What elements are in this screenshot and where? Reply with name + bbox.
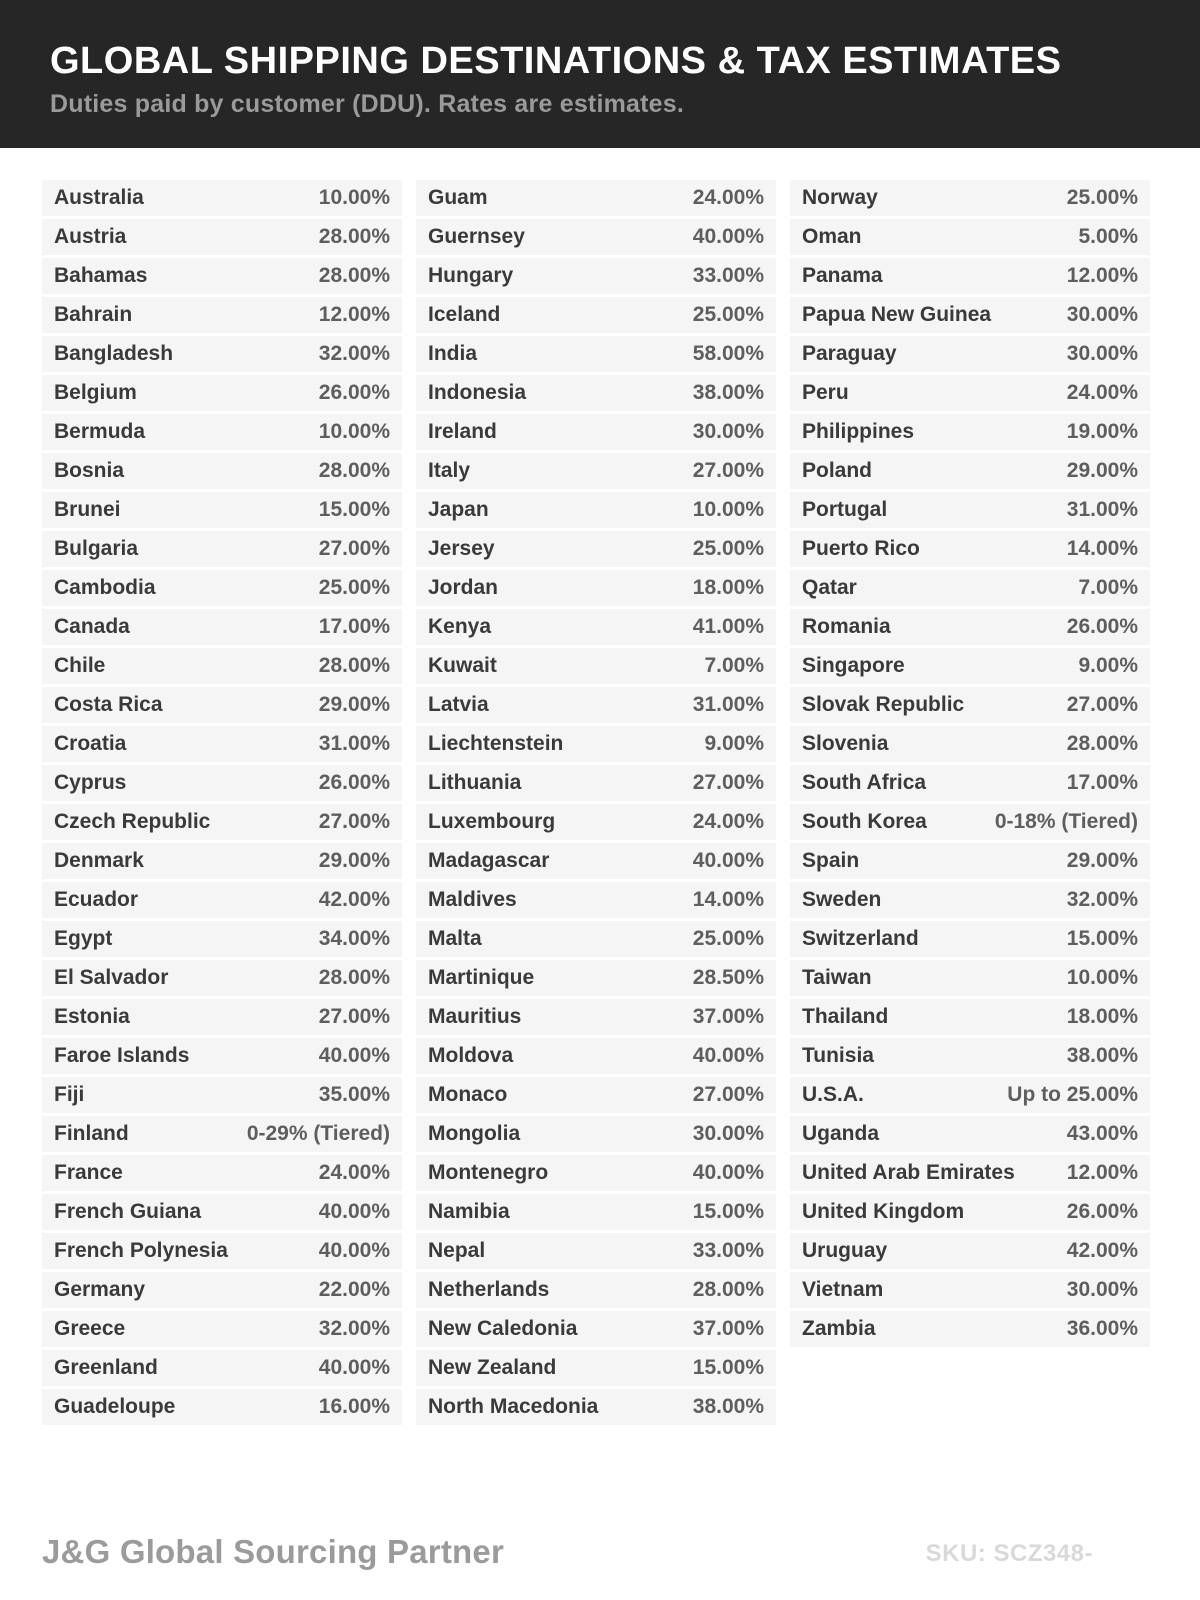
- tax-rate: 28.00%: [318, 225, 390, 248]
- tax-rate: 9.00%: [704, 732, 764, 755]
- tax-rate: 38.00%: [1066, 1044, 1138, 1067]
- table-row: [42, 531, 402, 567]
- table-row: [42, 180, 402, 216]
- country-name: El Salvador: [54, 966, 169, 989]
- table-row: [416, 765, 776, 801]
- tax-rate: 19.00%: [1066, 420, 1138, 443]
- country-name: Canada: [54, 615, 130, 638]
- table-row: [416, 960, 776, 996]
- tax-rate: 25.00%: [692, 537, 764, 560]
- table-row: [42, 414, 402, 450]
- table-row: [42, 570, 402, 606]
- table-row: [42, 843, 402, 879]
- table-row: [416, 921, 776, 957]
- tax-rate: 40.00%: [692, 1044, 764, 1067]
- tax-rate: 10.00%: [692, 498, 764, 521]
- tax-rate: 7.00%: [1078, 576, 1138, 599]
- country-name: Martinique: [428, 966, 535, 989]
- table-row: [416, 375, 776, 411]
- rates-column-3: [790, 180, 1150, 1350]
- country-name: Iceland: [428, 303, 501, 326]
- country-name: Poland: [802, 459, 873, 482]
- country-name: Greece: [54, 1317, 126, 1340]
- country-name: Australia: [54, 186, 144, 209]
- tax-rate: 22.00%: [318, 1278, 390, 1301]
- country-name: Slovenia: [802, 732, 889, 755]
- tax-rate: 12.00%: [318, 303, 390, 326]
- country-name: Uruguay: [802, 1239, 888, 1262]
- tax-rate: 15.00%: [692, 1356, 764, 1379]
- country-name: Singapore: [802, 654, 905, 677]
- tax-rate: 25.00%: [318, 576, 390, 599]
- country-name: Malta: [428, 927, 482, 950]
- country-name: France: [54, 1161, 123, 1184]
- page-title: GLOBAL SHIPPING DESTINATIONS & TAX ESTIMATES: [50, 40, 1062, 82]
- tax-rate: 17.00%: [1066, 771, 1138, 794]
- tax-rate: 30.00%: [692, 420, 764, 443]
- tax-rate: 27.00%: [1066, 693, 1138, 716]
- tax-rate: 29.00%: [318, 849, 390, 872]
- tax-rate: 38.00%: [692, 381, 764, 404]
- header-banner: [0, 0, 1200, 148]
- country-name: Puerto Rico: [802, 537, 920, 560]
- tax-rate: 14.00%: [692, 888, 764, 911]
- table-row: [416, 1311, 776, 1347]
- tax-rate: 25.00%: [692, 927, 764, 950]
- country-name: Slovak Republic: [802, 693, 965, 716]
- table-row: [42, 1350, 402, 1386]
- table-row: [416, 531, 776, 567]
- table-row: [416, 453, 776, 489]
- table-row: [42, 1311, 402, 1347]
- country-name: Norway: [802, 186, 878, 209]
- tax-rate: 41.00%: [692, 615, 764, 638]
- tax-rate: 25.00%: [1066, 186, 1138, 209]
- tax-rate: 30.00%: [1066, 1278, 1138, 1301]
- tax-rate: 32.00%: [318, 342, 390, 365]
- tax-rate: 40.00%: [318, 1356, 390, 1379]
- tax-rate: 26.00%: [1066, 1200, 1138, 1223]
- country-name: Paraguay: [802, 342, 897, 365]
- tax-rate: 24.00%: [1066, 381, 1138, 404]
- country-name: Peru: [802, 381, 849, 404]
- tax-rate: 29.00%: [1066, 459, 1138, 482]
- tax-rate: 14.00%: [1066, 537, 1138, 560]
- country-name: United Arab Emirates: [802, 1161, 1015, 1184]
- tax-rate: 15.00%: [318, 498, 390, 521]
- tax-rate: 28.50%: [692, 966, 764, 989]
- table-row: [416, 1389, 776, 1425]
- tax-rate: 28.00%: [318, 654, 390, 677]
- tax-rate: 30.00%: [1066, 303, 1138, 326]
- table-row: [42, 1116, 402, 1152]
- country-name: Switzerland: [802, 927, 919, 950]
- country-name: India: [428, 342, 478, 365]
- table-row: [790, 648, 1150, 684]
- country-name: Sweden: [802, 888, 882, 911]
- table-row: [790, 492, 1150, 528]
- tax-rate: 26.00%: [318, 381, 390, 404]
- table-row: [416, 1272, 776, 1308]
- country-name: Montenegro: [428, 1161, 549, 1184]
- table-row: [42, 1077, 402, 1113]
- table-row: [42, 921, 402, 957]
- country-name: Vietnam: [802, 1278, 884, 1301]
- country-name: Costa Rica: [54, 693, 163, 716]
- tax-rate: 37.00%: [692, 1005, 764, 1028]
- tax-rate: 30.00%: [1066, 342, 1138, 365]
- table-row: [42, 1155, 402, 1191]
- country-name: Namibia: [428, 1200, 510, 1223]
- tax-rate: 10.00%: [318, 186, 390, 209]
- table-row: [790, 921, 1150, 957]
- table-row: [42, 1389, 402, 1425]
- tax-rate: 26.00%: [318, 771, 390, 794]
- rates-table: [0, 148, 1200, 1428]
- country-name: Cambodia: [54, 576, 156, 599]
- country-name: Guam: [428, 186, 488, 209]
- tax-rate: 27.00%: [692, 771, 764, 794]
- country-name: Kenya: [428, 615, 492, 638]
- table-row: [790, 1077, 1150, 1113]
- country-name: Bangladesh: [54, 342, 174, 365]
- tax-rate: 29.00%: [1066, 849, 1138, 872]
- tax-rate: 27.00%: [318, 1005, 390, 1028]
- country-name: Luxembourg: [428, 810, 556, 833]
- tax-rate: 34.00%: [318, 927, 390, 950]
- table-row: [416, 258, 776, 294]
- country-name: Qatar: [802, 576, 857, 599]
- table-row: [790, 726, 1150, 762]
- country-name: Hungary: [428, 264, 514, 287]
- table-row: [42, 765, 402, 801]
- tax-rate: 27.00%: [318, 810, 390, 833]
- country-name: Brunei: [54, 498, 121, 521]
- table-row: [790, 609, 1150, 645]
- country-name: Lithuania: [428, 771, 522, 794]
- country-name: Bahamas: [54, 264, 148, 287]
- table-row: [42, 726, 402, 762]
- tax-rate: 16.00%: [318, 1395, 390, 1418]
- table-row: [416, 297, 776, 333]
- tax-rate: 40.00%: [318, 1044, 390, 1067]
- country-name: Kuwait: [428, 654, 497, 677]
- country-name: Panama: [802, 264, 883, 287]
- country-name: Bosnia: [54, 459, 125, 482]
- table-row: [42, 960, 402, 996]
- tax-rate: 43.00%: [1066, 1122, 1138, 1145]
- tax-rate: 31.00%: [318, 732, 390, 755]
- country-name: Germany: [54, 1278, 146, 1301]
- table-row: [416, 570, 776, 606]
- tax-rate: 42.00%: [318, 888, 390, 911]
- tax-rate: 31.00%: [692, 693, 764, 716]
- table-row: [42, 1272, 402, 1308]
- country-name: Philippines: [802, 420, 915, 443]
- country-name: Egypt: [54, 927, 113, 950]
- table-row: [416, 804, 776, 840]
- table-row: [790, 1272, 1150, 1308]
- rates-column-1: [42, 180, 402, 1428]
- country-name: Belgium: [54, 381, 137, 404]
- tax-rate: 29.00%: [318, 693, 390, 716]
- country-name: Greenland: [54, 1356, 158, 1379]
- tax-rate: 0-18% (Tiered): [994, 810, 1138, 833]
- tax-rate: 10.00%: [318, 420, 390, 443]
- country-name: Czech Republic: [54, 810, 211, 833]
- country-name: New Caledonia: [428, 1317, 578, 1340]
- country-name: Finland: [54, 1122, 129, 1145]
- tax-rate: 24.00%: [692, 810, 764, 833]
- table-row: [416, 609, 776, 645]
- tax-rate: 15.00%: [1066, 927, 1138, 950]
- country-name: Estonia: [54, 1005, 130, 1028]
- tax-rate: 32.00%: [1066, 888, 1138, 911]
- country-name: Denmark: [54, 849, 144, 872]
- country-name: Oman: [802, 225, 862, 248]
- table-row: [416, 1077, 776, 1113]
- country-name: Thailand: [802, 1005, 889, 1028]
- table-row: [416, 1194, 776, 1230]
- table-row: [42, 453, 402, 489]
- country-name: Liechtenstein: [428, 732, 564, 755]
- table-row: [416, 726, 776, 762]
- table-row: [790, 960, 1150, 996]
- country-name: Papua New Guinea: [802, 303, 992, 326]
- country-name: Mongolia: [428, 1122, 521, 1145]
- table-row: [42, 258, 402, 294]
- country-name: Guadeloupe: [54, 1395, 176, 1418]
- country-name: Cyprus: [54, 771, 127, 794]
- sku-label: SKU: SCZ348-: [925, 1540, 1093, 1567]
- country-name: Tunisia: [802, 1044, 874, 1067]
- table-row: [790, 1311, 1150, 1347]
- table-row: [416, 882, 776, 918]
- tax-rate: 7.00%: [704, 654, 764, 677]
- table-row: [416, 1155, 776, 1191]
- table-row: [790, 453, 1150, 489]
- table-row: [416, 492, 776, 528]
- table-row: [416, 1350, 776, 1386]
- country-name: Fiji: [54, 1083, 85, 1106]
- tax-rate: 28.00%: [318, 459, 390, 482]
- tax-rate: 38.00%: [692, 1395, 764, 1418]
- tax-rate: 35.00%: [318, 1083, 390, 1106]
- table-row: [416, 843, 776, 879]
- country-name: Uganda: [802, 1122, 880, 1145]
- table-row: [42, 492, 402, 528]
- country-name: Indonesia: [428, 381, 527, 404]
- country-name: Latvia: [428, 693, 489, 716]
- tax-rate: 27.00%: [692, 1083, 764, 1106]
- country-name: French Polynesia: [54, 1239, 228, 1262]
- tax-rate: 25.00%: [692, 303, 764, 326]
- country-name: Jersey: [428, 537, 495, 560]
- country-name: Romania: [802, 615, 891, 638]
- tax-rate: 58.00%: [692, 342, 764, 365]
- tax-rate: 18.00%: [1066, 1005, 1138, 1028]
- tax-rate: 36.00%: [1066, 1317, 1138, 1340]
- table-row: [42, 648, 402, 684]
- tax-rate: 40.00%: [692, 849, 764, 872]
- tax-rate: 33.00%: [692, 264, 764, 287]
- tax-rate: 24.00%: [318, 1161, 390, 1184]
- table-row: [42, 804, 402, 840]
- tax-rate: 28.00%: [692, 1278, 764, 1301]
- table-row: [42, 882, 402, 918]
- table-row: [416, 336, 776, 372]
- tax-rate: 15.00%: [692, 1200, 764, 1223]
- tax-rate: 37.00%: [692, 1317, 764, 1340]
- country-name: Zambia: [802, 1317, 876, 1340]
- table-row: [790, 1038, 1150, 1074]
- country-name: Chile: [54, 654, 106, 677]
- table-row: [42, 1038, 402, 1074]
- table-row: [790, 531, 1150, 567]
- tax-rate: 0-29% (Tiered): [246, 1122, 390, 1145]
- table-row: [790, 297, 1150, 333]
- country-name: Bermuda: [54, 420, 146, 443]
- country-name: Ireland: [428, 420, 497, 443]
- table-row: [42, 1233, 402, 1269]
- tax-rate: 10.00%: [1066, 966, 1138, 989]
- table-row: [416, 219, 776, 255]
- country-name: Austria: [54, 225, 127, 248]
- country-name: South Korea: [802, 810, 927, 833]
- table-row: [790, 336, 1150, 372]
- country-name: Japan: [428, 498, 489, 521]
- tax-rate: 24.00%: [692, 186, 764, 209]
- table-row: [790, 414, 1150, 450]
- country-name: Portugal: [802, 498, 888, 521]
- country-name: Croatia: [54, 732, 127, 755]
- country-name: North Macedonia: [428, 1395, 599, 1418]
- table-row: [790, 375, 1150, 411]
- tax-rate: 32.00%: [318, 1317, 390, 1340]
- tax-rate: 27.00%: [318, 537, 390, 560]
- country-name: Ecuador: [54, 888, 139, 911]
- country-name: Nepal: [428, 1239, 486, 1262]
- table-row: [790, 999, 1150, 1035]
- table-row: [42, 336, 402, 372]
- table-row: [416, 1116, 776, 1152]
- tax-rate: 28.00%: [318, 966, 390, 989]
- country-name: French Guiana: [54, 1200, 202, 1223]
- table-row: [416, 648, 776, 684]
- tax-rate: 18.00%: [692, 576, 764, 599]
- table-row: [416, 180, 776, 216]
- country-name: Italy: [428, 459, 471, 482]
- country-name: Guernsey: [428, 225, 525, 248]
- table-row: [42, 609, 402, 645]
- tax-rate: 9.00%: [1078, 654, 1138, 677]
- tax-rate: 40.00%: [318, 1239, 390, 1262]
- table-row: [790, 1233, 1150, 1269]
- rates-column-2: [416, 180, 776, 1428]
- country-name: Spain: [802, 849, 860, 872]
- brand-name: J&G Global Sourcing Partner: [42, 1533, 504, 1570]
- tax-rate: 12.00%: [1066, 264, 1138, 287]
- tax-rate: 30.00%: [692, 1122, 764, 1145]
- tax-rate: Up to 25.00%: [1007, 1083, 1138, 1106]
- table-row: [416, 1038, 776, 1074]
- table-row: [416, 414, 776, 450]
- table-row: [42, 297, 402, 333]
- country-name: Netherlands: [428, 1278, 550, 1301]
- table-row: [790, 219, 1150, 255]
- table-row: [42, 1194, 402, 1230]
- page-subtitle: Duties paid by customer (DDU). Rates are estimates.: [50, 89, 685, 118]
- table-row: [790, 882, 1150, 918]
- table-row: [416, 999, 776, 1035]
- country-name: New Zealand: [428, 1356, 557, 1379]
- country-name: Mauritius: [428, 1005, 522, 1028]
- table-row: [790, 180, 1150, 216]
- table-row: [790, 1116, 1150, 1152]
- country-name: Taiwan: [802, 966, 872, 989]
- tax-rate: 42.00%: [1066, 1239, 1138, 1262]
- table-row: [42, 219, 402, 255]
- tax-rate: 40.00%: [692, 1161, 764, 1184]
- country-name: Maldives: [428, 888, 517, 911]
- country-name: Jordan: [428, 576, 499, 599]
- table-row: [416, 1233, 776, 1269]
- table-row: [42, 999, 402, 1035]
- tax-rate: 31.00%: [1066, 498, 1138, 521]
- table-row: [790, 687, 1150, 723]
- country-name: Madagascar: [428, 849, 550, 872]
- tax-rate: 17.00%: [318, 615, 390, 638]
- table-row: [790, 765, 1150, 801]
- table-row: [416, 687, 776, 723]
- table-row: [790, 570, 1150, 606]
- country-name: Monaco: [428, 1083, 508, 1106]
- tax-rate: 27.00%: [692, 459, 764, 482]
- table-row: [42, 375, 402, 411]
- tax-rate: 33.00%: [692, 1239, 764, 1262]
- country-name: Moldova: [428, 1044, 514, 1067]
- country-name: Bulgaria: [54, 537, 139, 560]
- tax-rate: 28.00%: [318, 264, 390, 287]
- tax-rate: 5.00%: [1078, 225, 1138, 248]
- country-name: Faroe Islands: [54, 1044, 190, 1067]
- table-row: [790, 1194, 1150, 1230]
- country-name: U.S.A.: [802, 1083, 864, 1106]
- tax-rate: 40.00%: [318, 1200, 390, 1223]
- table-row: [790, 258, 1150, 294]
- table-row: [42, 687, 402, 723]
- table-row: [790, 804, 1150, 840]
- country-name: United Kingdom: [802, 1200, 965, 1223]
- country-name: Bahrain: [54, 303, 133, 326]
- tax-rate: 12.00%: [1066, 1161, 1138, 1184]
- table-row: [790, 1155, 1150, 1191]
- table-row: [790, 843, 1150, 879]
- tax-rate: 28.00%: [1066, 732, 1138, 755]
- country-name: South Africa: [802, 771, 927, 794]
- tax-rate: 26.00%: [1066, 615, 1138, 638]
- tax-rate: 40.00%: [692, 225, 764, 248]
